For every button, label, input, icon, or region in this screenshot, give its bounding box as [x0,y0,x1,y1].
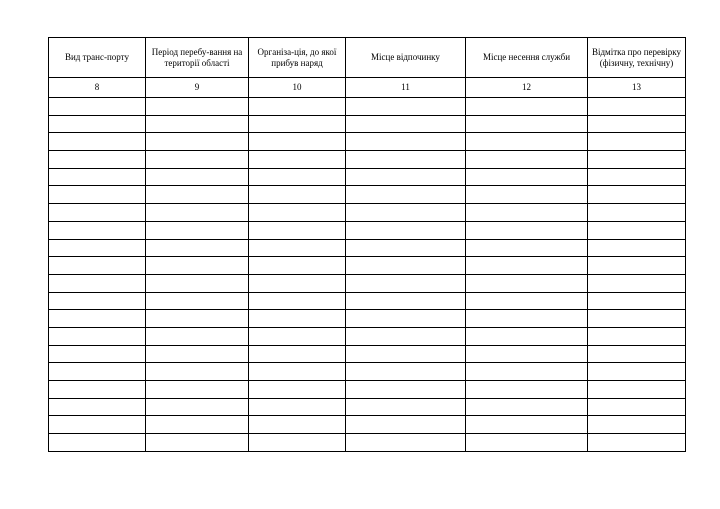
table-cell [466,204,588,222]
table-cell [49,239,146,257]
table-cell [588,310,686,328]
table-cell [466,98,588,116]
table-cell [588,274,686,292]
table-cell [588,151,686,169]
table-cell [466,381,588,399]
table-cell [466,257,588,275]
column-number: 12 [466,78,588,98]
table-cell [466,133,588,151]
table-cell [146,98,249,116]
table-cell [346,98,466,116]
column-number: 10 [249,78,346,98]
header-row [49,38,686,78]
table-cell [249,416,346,434]
table-cell [466,434,588,452]
table-row [49,221,686,239]
table-row [49,151,686,169]
table-cell [346,151,466,169]
header-service-place: Місце несення служби [466,38,588,78]
table-cell [49,133,146,151]
table-cell [146,239,249,257]
table-cell [466,151,588,169]
table-cell [346,274,466,292]
table-cell [249,133,346,151]
table-cell [346,186,466,204]
table-cell [588,204,686,222]
table-cell [249,98,346,116]
table-cell [49,186,146,204]
table-cell [249,257,346,275]
table-row [49,310,686,328]
table-row [49,327,686,345]
table-cell [249,398,346,416]
column-number: 11 [346,78,466,98]
table-cell [588,133,686,151]
table-row [49,168,686,186]
table-row [49,292,686,310]
table-cell [346,381,466,399]
table-cell [588,257,686,275]
table-cell [466,310,588,328]
table-cell [346,115,466,133]
table-cell [49,310,146,328]
table-row [49,274,686,292]
table-row [49,416,686,434]
table-cell [49,416,146,434]
table-cell [466,292,588,310]
table-cell [49,327,146,345]
table-cell [346,257,466,275]
table-cell [466,186,588,204]
table-cell [49,363,146,381]
table-cell [588,416,686,434]
table-cell [466,274,588,292]
table-cell [49,381,146,399]
header-rest-place: Місце відпочинку [346,38,466,78]
table-cell [588,398,686,416]
table-cell [466,327,588,345]
table-cell [49,98,146,116]
table-cell [346,133,466,151]
table-cell [146,115,249,133]
table-cell [146,327,249,345]
table-cell [346,204,466,222]
table-cell [49,168,146,186]
header-transport-type: Вид транс-порту [49,38,146,78]
table-cell [146,133,249,151]
table-cell [346,239,466,257]
table-cell [49,345,146,363]
table-cell [249,292,346,310]
table-cell [146,398,249,416]
table-cell [249,239,346,257]
table-row [49,186,686,204]
table-cell [249,186,346,204]
table-row [49,257,686,275]
table-cell [249,345,346,363]
table-cell [249,204,346,222]
column-number: 8 [49,78,146,98]
table-cell [249,151,346,169]
table-cell [346,434,466,452]
table-row [49,398,686,416]
table-row [49,381,686,399]
table-cell [588,345,686,363]
table-cell [249,381,346,399]
table-row [49,98,686,116]
table-cell [588,292,686,310]
table-cell [49,115,146,133]
table-row [49,363,686,381]
table-cell [146,186,249,204]
table-row [49,345,686,363]
table-cell [346,221,466,239]
table-cell [346,416,466,434]
table-cell [466,115,588,133]
table-cell [249,327,346,345]
table-cell [346,168,466,186]
table-row [49,204,686,222]
column-number: 13 [588,78,686,98]
table-cell [146,434,249,452]
table-cell [146,151,249,169]
table-cell [346,345,466,363]
column-number-row [49,78,686,98]
table-cell [249,274,346,292]
table-cell [466,239,588,257]
table-cell [249,168,346,186]
column-number: 9 [146,78,249,98]
table-cell [588,115,686,133]
table-row [49,434,686,452]
table-cell [466,416,588,434]
table-cell [588,239,686,257]
table-cell [49,292,146,310]
header-organization: Організа-ція, до якої прибув наряд [249,38,346,78]
table-cell [346,292,466,310]
table-cell [49,398,146,416]
table-cell [49,204,146,222]
table-cell [466,221,588,239]
table-cell [466,398,588,416]
table-cell [466,168,588,186]
table-cell [588,186,686,204]
table-cell [146,274,249,292]
table-cell [146,310,249,328]
table-cell [588,381,686,399]
table-cell [146,363,249,381]
table-cell [346,327,466,345]
table-cell [146,257,249,275]
table-cell [466,363,588,381]
table-row [49,115,686,133]
table-cell [49,151,146,169]
table-cell [346,310,466,328]
table-cell [588,221,686,239]
table-cell [249,115,346,133]
header-stay-period: Період перебу-вання на території області [146,38,249,78]
table-cell [146,168,249,186]
table-cell [146,416,249,434]
table-cell [49,274,146,292]
table-cell [146,221,249,239]
table-cell [249,434,346,452]
table-cell [146,381,249,399]
table-cell [466,345,588,363]
table-cell [588,168,686,186]
table-row [49,239,686,257]
table-cell [146,292,249,310]
table-body [49,98,686,452]
table-cell [588,363,686,381]
table-cell [249,221,346,239]
table-cell [346,398,466,416]
table-cell [249,363,346,381]
table-cell [49,434,146,452]
header-inspection-mark: Відмітка про перевірку (фізичну, технічну) [588,38,686,78]
table-cell [346,363,466,381]
table-cell [146,345,249,363]
table-cell [49,221,146,239]
table-cell [588,98,686,116]
register-table [48,37,686,452]
table-cell [588,327,686,345]
table-cell [146,204,249,222]
table-cell [588,434,686,452]
table-cell [249,310,346,328]
table-row [49,133,686,151]
table-cell [49,257,146,275]
